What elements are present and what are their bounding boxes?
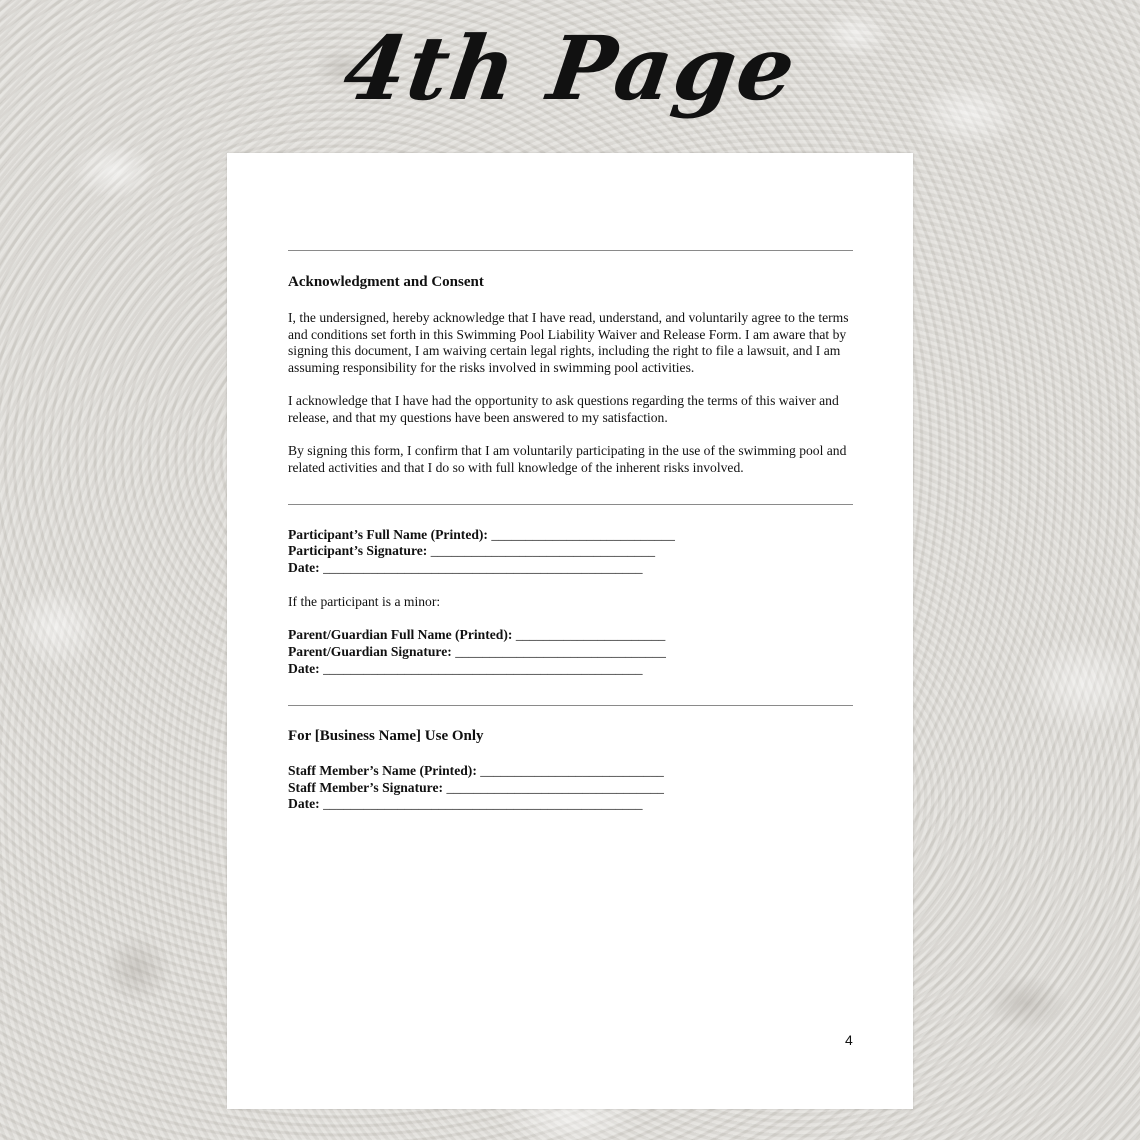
participant-signature-blank[interactable]: _________________________________: [430, 543, 656, 558]
divider-participant: [288, 504, 853, 505]
participant-signature-label: Participant’s Signature:: [288, 543, 428, 558]
divider-office: [288, 705, 853, 706]
participant-date-label: Date:: [288, 560, 320, 575]
acknowledgment-paragraph-1: I, the undersigned, hereby acknowledge that I have read, understand, and voluntarily agree to the terms and conditions set forth in this Swimming Pool Liability Waiver and Release Form. I am aware that by signing this document, I am waiving certain legal rights, including the right to file a lawsuit, and I am assuming responsibility for the risks involved in swimming pool activities.: [288, 310, 849, 375]
staff-name-blank[interactable]: ___________________________: [480, 763, 664, 778]
office-use-heading: For [Business Name] Use Only: [288, 728, 484, 744]
banner-title: 4th Page: [337, 16, 803, 120]
staff-date-blank[interactable]: _______________________________________________: [323, 796, 643, 811]
divider-top: [288, 250, 853, 251]
participant-signature-field[interactable]: [288, 543, 655, 560]
minor-note: If the participant is a minor:: [288, 594, 441, 609]
participant-name-label: Participant’s Full Name (Printed):: [288, 527, 488, 542]
participant-date-blank[interactable]: _______________________________________________: [323, 560, 643, 575]
staff-date-label: Date:: [288, 796, 320, 811]
guardian-name-field[interactable]: [288, 627, 665, 644]
acknowledgment-paragraph-2: I acknowledge that I have had the opportunity to ask questions regarding the terms of this waiver and release, and that my questions have been answered to my satisfaction.: [288, 393, 839, 425]
staff-signature-blank[interactable]: ________________________________: [446, 780, 664, 795]
document-page: [227, 153, 913, 1109]
guardian-signature-field[interactable]: [288, 644, 666, 661]
staff-signature-field[interactable]: [288, 780, 664, 797]
guardian-name-blank[interactable]: ______________________: [515, 627, 666, 642]
acknowledgment-paragraph-3: By signing this form, I confirm that I am voluntarily participating in the use of the swimming pool and related activities and that I do so with full knowledge of the inherent risks involved.: [288, 443, 847, 475]
guardian-date-label: Date:: [288, 661, 320, 676]
guardian-name-label: Parent/Guardian Full Name (Printed):: [288, 627, 513, 642]
participant-name-field[interactable]: [288, 527, 675, 544]
banner: [0, 8, 1140, 128]
staff-date-field[interactable]: [288, 796, 643, 813]
participant-name-blank[interactable]: ___________________________: [491, 527, 675, 542]
guardian-signature-label: Parent/Guardian Signature:: [288, 644, 452, 659]
page-number: 4: [845, 1032, 853, 1048]
participant-date-field[interactable]: [288, 560, 643, 577]
staff-name-label: Staff Member’s Name (Printed):: [288, 763, 477, 778]
guardian-date-blank[interactable]: _______________________________________________: [323, 661, 643, 676]
guardian-date-field[interactable]: [288, 661, 643, 678]
staff-name-field[interactable]: [288, 763, 664, 780]
staff-signature-label: Staff Member’s Signature:: [288, 780, 444, 795]
guardian-signature-blank[interactable]: _______________________________: [455, 644, 666, 659]
acknowledgment-heading: Acknowledgment and Consent: [288, 274, 484, 290]
